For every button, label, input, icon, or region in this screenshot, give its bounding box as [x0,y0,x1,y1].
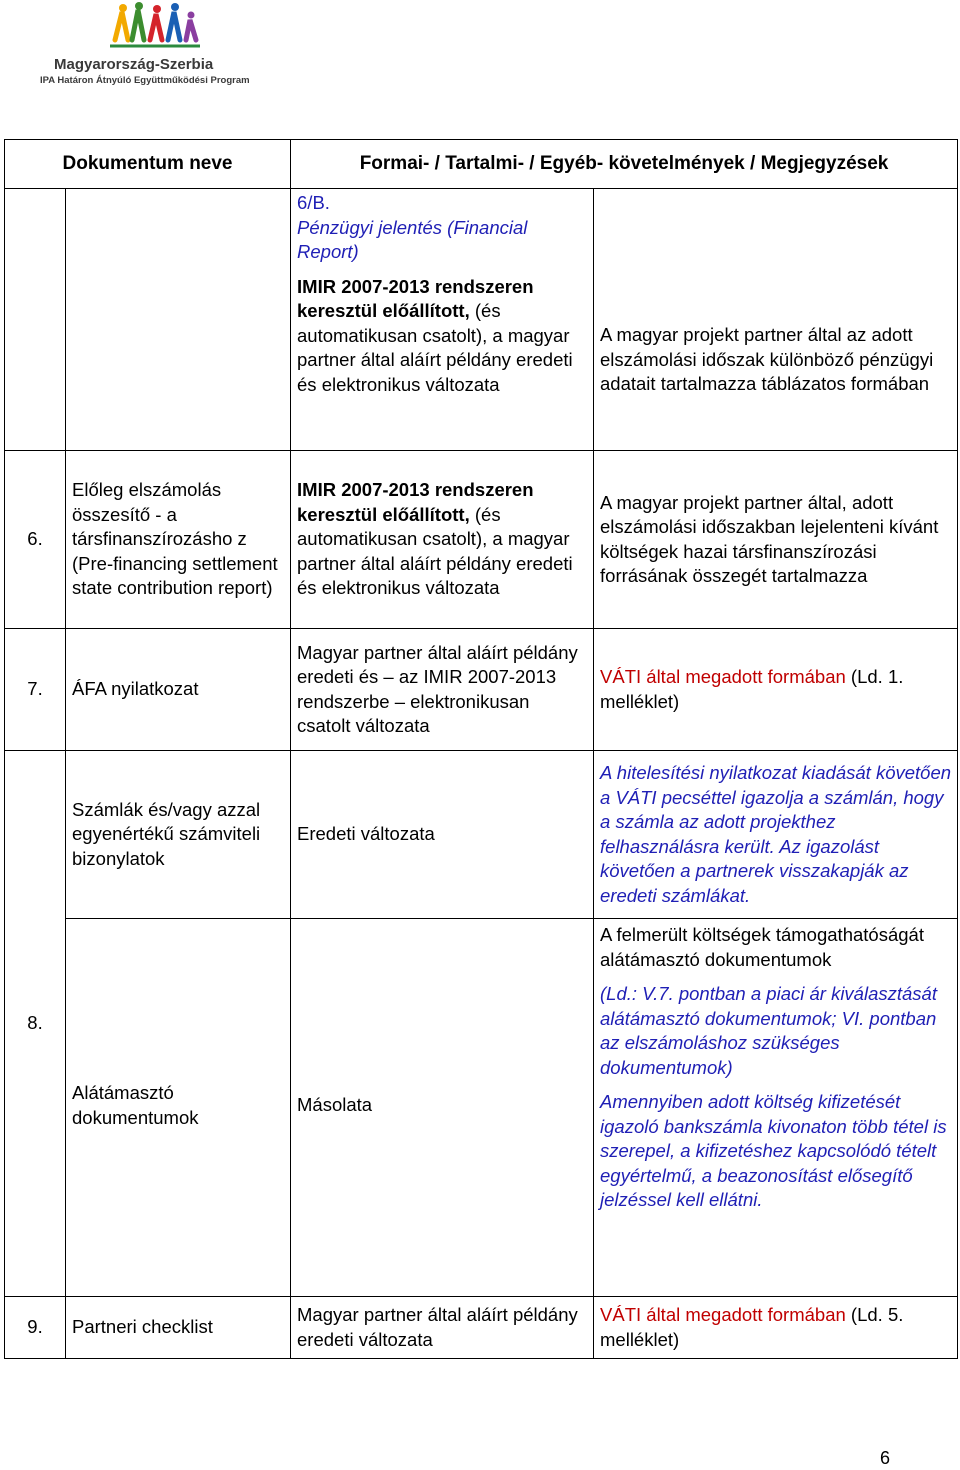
row-6b-imir-bold: IMIR 2007-2013 rendszeren keresztül előállított, [297,275,534,321]
table-row-6b [5,189,958,451]
row-6b-number [5,189,66,451]
row-6-imir-bold: IMIR 2007-2013 rendszeren keresztül előállított, [297,479,534,525]
row-8-number: 8. [5,751,66,1297]
row-7-note-red: VÁTI által megadott formában [600,666,846,687]
row-8b-name: Alátámasztó dokumentumok [66,919,291,1297]
table-row-7 [5,629,958,751]
row-6b-title: Pénzügyi jelentés (Financial Report) [297,216,528,262]
row-7-name: ÁFA nyilatkozat [66,629,291,751]
table-row-8a [5,751,958,919]
row-8b-form: Másolata [291,919,594,1297]
row-8b-note [594,919,958,1297]
row-7-form: Magyar partner által aláírt példány eredeti és – az IMIR 2007-2013 rendszerbe – elektronikusan csatolt változata [291,629,594,751]
row-7-note-rest: (Ld. 1. melléklet) [600,666,904,712]
row-6-note: A magyar projekt partner által, adott elszámolási időszakban lejelenteni kívánt költségek hazai társfinanszírozási forrásának összegét tartalmazza [594,451,958,629]
row-6-form [291,451,594,629]
row-9-number: 9. [5,1297,66,1359]
row-9-note [594,1297,958,1359]
table-header-row [5,140,958,189]
row-9-note-red: VÁTI által megadott formában [600,1304,846,1325]
row-6b-name [66,189,291,451]
row-6b-note: A magyar projekt partner által az adott elszámolási időszak különböző pénzügyi adatait tartalmazza táblázatos formában [594,189,958,451]
logo-title: Magyarország-Szerbia [54,56,214,73]
row-6b-imir-text [297,275,587,398]
row-8a-name: Számlák és/vagy azzal egyenértékű számviteli bizonylatok [66,751,291,919]
documents-table [4,139,958,1359]
header-requirements: Formai- / Tartalmi- / Egyéb- követelmények / Megjegyzések [291,140,958,189]
row-7-note [594,629,958,751]
row-6-number: 6. [5,451,66,629]
table-row-8b [5,919,958,1297]
logo-subtitle: IPA Határon Átnyúló Együttműködési Program [40,75,250,86]
row-8b-note-1: A felmerült költségek támogathatóságát alátámasztó dokumentumok [600,924,924,970]
row-6-imir-rest: (és automatikusan csatolt), a magyar partner által aláírt példány eredeti és elektronikus változata [297,503,573,599]
table-row-6 [5,451,958,629]
row-9-form: Magyar partner által aláírt példány eredeti változata [291,1297,594,1359]
row-6-name: Előleg elszámolás összesítő - a társfinanszírozásho z (Pre-financing settlement state contribution report) [66,451,291,629]
table-row-9 [5,1297,958,1359]
row-6b-imir-rest: (és automatikusan csatolt), a magyar partner által aláírt példány eredeti és elektronikus változata [297,300,573,395]
row-8b-note-3: Amennyiben adott költség kifizetését igazoló bankszámla kivonaton több tétel is szerepel, a kifizetéshez kapcsolódó tételt egyértelmű, a beazonosítást elősegítő jelzéssel kell ellátni. [600,1091,947,1210]
page-number: 6 [880,1448,891,1468]
header-doc-name: Dokumentum neve [5,140,291,189]
row-8a-form: Eredeti változata [291,751,594,919]
row-6b-form [291,189,594,451]
row-8b-note-2: (Ld.: V.7. pontban a piaci ár kiválasztását alátámasztó dokumentumok; VI. pontban az elszámoláshoz szükséges dokumentumok) [600,983,937,1078]
row-8a-note: A hitelesítési nyilatkozat kiadását követően a VÁTI pecséttel igazolja a számlán, hogy a számla az adott projekthez felhasználásra került. Az igazolást követően a partnerek visszakapják az eredeti számlákat. [594,751,958,919]
row-6b-code: 6/B. [297,192,330,213]
row-7-number: 7. [5,629,66,751]
row-9-note-rest: (Ld. 5. melléklet) [600,1304,904,1350]
row-9-name: Partneri checklist [66,1297,291,1359]
